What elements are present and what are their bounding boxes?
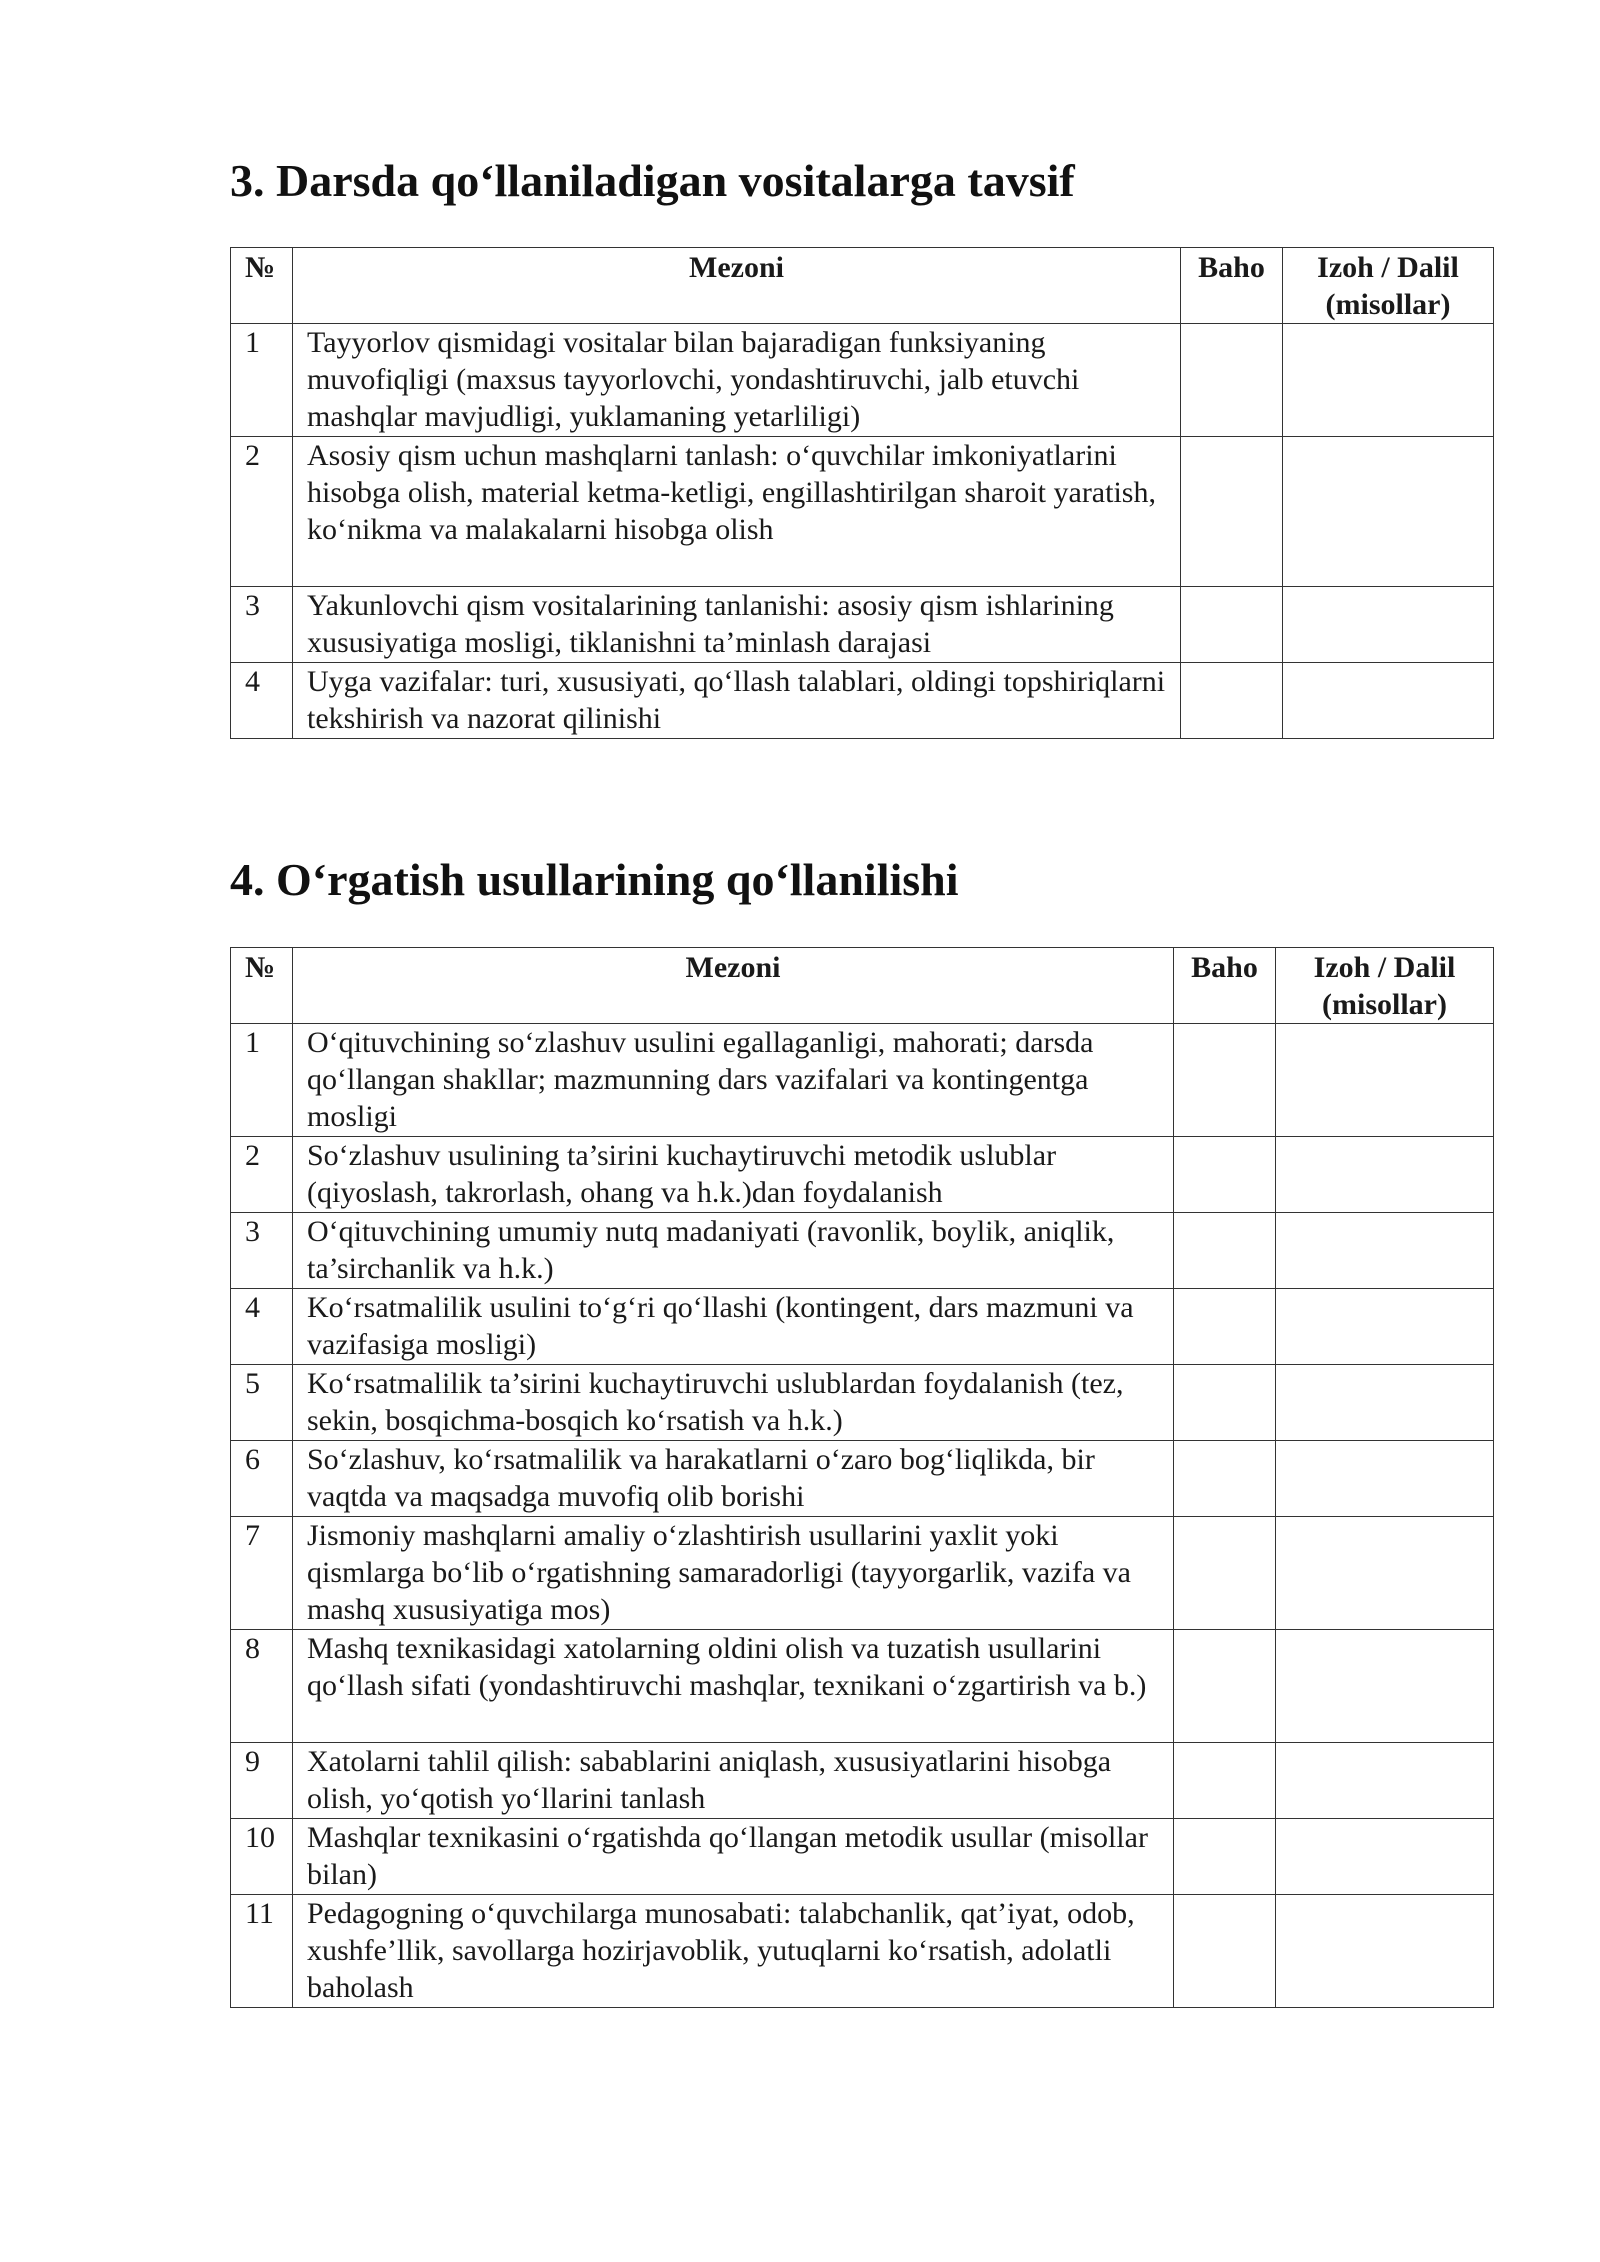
row-score-cell[interactable]	[1181, 663, 1283, 739]
row-score-cell[interactable]	[1174, 1895, 1276, 2008]
table-row	[231, 1895, 1494, 2008]
table-row	[231, 1137, 1494, 1213]
table-row	[231, 1743, 1494, 1819]
row-number: 3	[231, 587, 293, 663]
row-criteria: Tayyorlov qismidagi vositalar bilan bajaradigan funksiyaning muvofiqligi (maxsus tayyorlovchi, yondashtiruvchi, jalb etuvchi mashqlar mavjudligi, yuklamaning yetarliligi)	[293, 324, 1181, 437]
row-score-cell[interactable]	[1174, 1289, 1276, 1365]
row-score-cell[interactable]	[1174, 1517, 1276, 1630]
row-number: 4	[231, 663, 293, 739]
table-row	[231, 1819, 1494, 1895]
table-row	[231, 1630, 1494, 1743]
row-comment-cell[interactable]	[1283, 324, 1494, 437]
row-comment-cell[interactable]	[1283, 437, 1494, 587]
row-score-cell[interactable]	[1181, 324, 1283, 437]
table-row	[231, 1024, 1494, 1137]
row-number: 1	[231, 1024, 293, 1137]
row-comment-cell[interactable]	[1276, 1630, 1494, 1743]
row-number: 4	[231, 1289, 293, 1365]
table-header-row	[231, 948, 1494, 1024]
row-criteria: O‘qituvchining umumiy nutq madaniyati (ravonlik, boylik, aniqlik, ta’sirchanlik va h.k.)	[293, 1213, 1174, 1289]
row-comment-cell[interactable]	[1283, 663, 1494, 739]
row-score-cell[interactable]	[1174, 1630, 1276, 1743]
section-4-title: 4. O‘rgatish usullarining qo‘llanilishi	[230, 854, 959, 905]
row-number: 3	[231, 1213, 293, 1289]
table-row	[231, 324, 1494, 437]
row-comment-cell[interactable]	[1283, 587, 1494, 663]
row-criteria: Asosiy qism uchun mashqlarni tanlash: o‘quvchilar imkoniyatlarini hisobga olish, material ketma-ketligi, engillashtirilgan sharoit yaratish, ko‘nikma va malakalarni hisobga olish	[293, 437, 1181, 587]
row-number: 5	[231, 1365, 293, 1441]
row-number: 8	[231, 1630, 293, 1743]
header-number: №	[231, 248, 293, 324]
row-number: 6	[231, 1441, 293, 1517]
row-comment-cell[interactable]	[1276, 1024, 1494, 1137]
row-number: 2	[231, 437, 293, 587]
row-comment-cell[interactable]	[1276, 1743, 1494, 1819]
row-score-cell[interactable]	[1174, 1137, 1276, 1213]
table-row	[231, 587, 1494, 663]
row-criteria: So‘zlashuv usulining ta’sirini kuchaytiruvchi metodik uslublar (qiyoslash, takrorlash, ohang va h.k.)dan foydalanish	[293, 1137, 1174, 1213]
row-score-cell[interactable]	[1174, 1365, 1276, 1441]
row-number: 11	[231, 1895, 293, 2008]
header-number: №	[231, 948, 293, 1024]
section-3-title: 3. Darsda qo‘llaniladigan vositalarga tavsif	[230, 155, 1075, 206]
table-header-row	[231, 248, 1494, 324]
row-score-cell[interactable]	[1181, 587, 1283, 663]
row-criteria: Jismoniy mashqlarni amaliy o‘zlashtirish usullarini yaxlit yoki qismlarga bo‘lib o‘rgatishning samaradorligi (tayyorgarlik, vazifa va mashq xususiyatiga mos)	[293, 1517, 1174, 1630]
row-number: 7	[231, 1517, 293, 1630]
header-score: Baho	[1174, 948, 1276, 1024]
row-criteria: Yakunlovchi qism vositalarining tanlanishi: asosiy qism ishlarining xususiyatiga mosligi, tiklanishni ta’minlash darajasi	[293, 587, 1181, 663]
row-comment-cell[interactable]	[1276, 1895, 1494, 2008]
row-comment-cell[interactable]	[1276, 1365, 1494, 1441]
header-score: Baho	[1181, 248, 1283, 324]
table-row	[231, 1365, 1494, 1441]
section-4-table	[230, 947, 1494, 2008]
header-comment: Izoh / Dalil (misollar)	[1283, 248, 1494, 324]
section-3-table	[230, 247, 1494, 739]
row-criteria: Mashqlar texnikasini o‘rgatishda qo‘llangan metodik usullar (misollar bilan)	[293, 1819, 1174, 1895]
table-row	[231, 1517, 1494, 1630]
row-criteria: Ko‘rsatmalilik ta’sirini kuchaytiruvchi uslublardan foydalanish (tez, sekin, bosqichma-bosqich ko‘rsatish va h.k.)	[293, 1365, 1174, 1441]
row-score-cell[interactable]	[1174, 1743, 1276, 1819]
table-row	[231, 663, 1494, 739]
row-criteria: Xatolarni tahlil qilish: sabablarini aniqlash, xususiyatlarini hisobga olish, yo‘qotish yo‘llarini tanlash	[293, 1743, 1174, 1819]
row-comment-cell[interactable]	[1276, 1517, 1494, 1630]
row-number: 10	[231, 1819, 293, 1895]
table-row	[231, 1289, 1494, 1365]
header-comment: Izoh / Dalil (misollar)	[1276, 948, 1494, 1024]
row-comment-cell[interactable]	[1276, 1213, 1494, 1289]
row-criteria: Mashq texnikasidagi xatolarning oldini olish va tuzatish usullarini qo‘llash sifati (yondashtiruvchi mashqlar, texnikani o‘zgartirish va b.)	[293, 1630, 1174, 1743]
row-comment-cell[interactable]	[1276, 1137, 1494, 1213]
row-score-cell[interactable]	[1174, 1441, 1276, 1517]
row-criteria: Pedagogning o‘quvchilarga munosabati: talabchanlik, qat’iyat, odob, xushfe’llik, savollarga hozirjavoblik, yutuqlarni ko‘rsatish, adolatli baholash	[293, 1895, 1174, 2008]
row-number: 2	[231, 1137, 293, 1213]
row-criteria: Uyga vazifalar: turi, xususiyati, qo‘llash talablari, oldingi topshiriqlarni tekshirish va nazorat qilinishi	[293, 663, 1181, 739]
row-score-cell[interactable]	[1181, 437, 1283, 587]
row-comment-cell[interactable]	[1276, 1819, 1494, 1895]
row-score-cell[interactable]	[1174, 1213, 1276, 1289]
row-criteria: O‘qituvchining so‘zlashuv usulini egallaganligi, mahorati; darsda qo‘llangan shakllar; mazmunning dars vazifalari va kontingentga mosligi	[293, 1024, 1174, 1137]
row-score-cell[interactable]	[1174, 1024, 1276, 1137]
header-criteria: Mezoni	[293, 248, 1181, 324]
row-comment-cell[interactable]	[1276, 1289, 1494, 1365]
table-row	[231, 437, 1494, 587]
row-score-cell[interactable]	[1174, 1819, 1276, 1895]
row-comment-cell[interactable]	[1276, 1441, 1494, 1517]
header-criteria: Mezoni	[293, 948, 1174, 1024]
table-row	[231, 1441, 1494, 1517]
table-row	[231, 1213, 1494, 1289]
row-criteria: So‘zlashuv, ko‘rsatmalilik va harakatlarni o‘zaro bog‘liqlikda, bir vaqtda va maqsadga muvofiq olib borishi	[293, 1441, 1174, 1517]
row-criteria: Ko‘rsatmalilik usulini to‘g‘ri qo‘llashi (kontingent, dars mazmuni va vazifasiga mosligi)	[293, 1289, 1174, 1365]
row-number: 1	[231, 324, 293, 437]
row-number: 9	[231, 1743, 293, 1819]
